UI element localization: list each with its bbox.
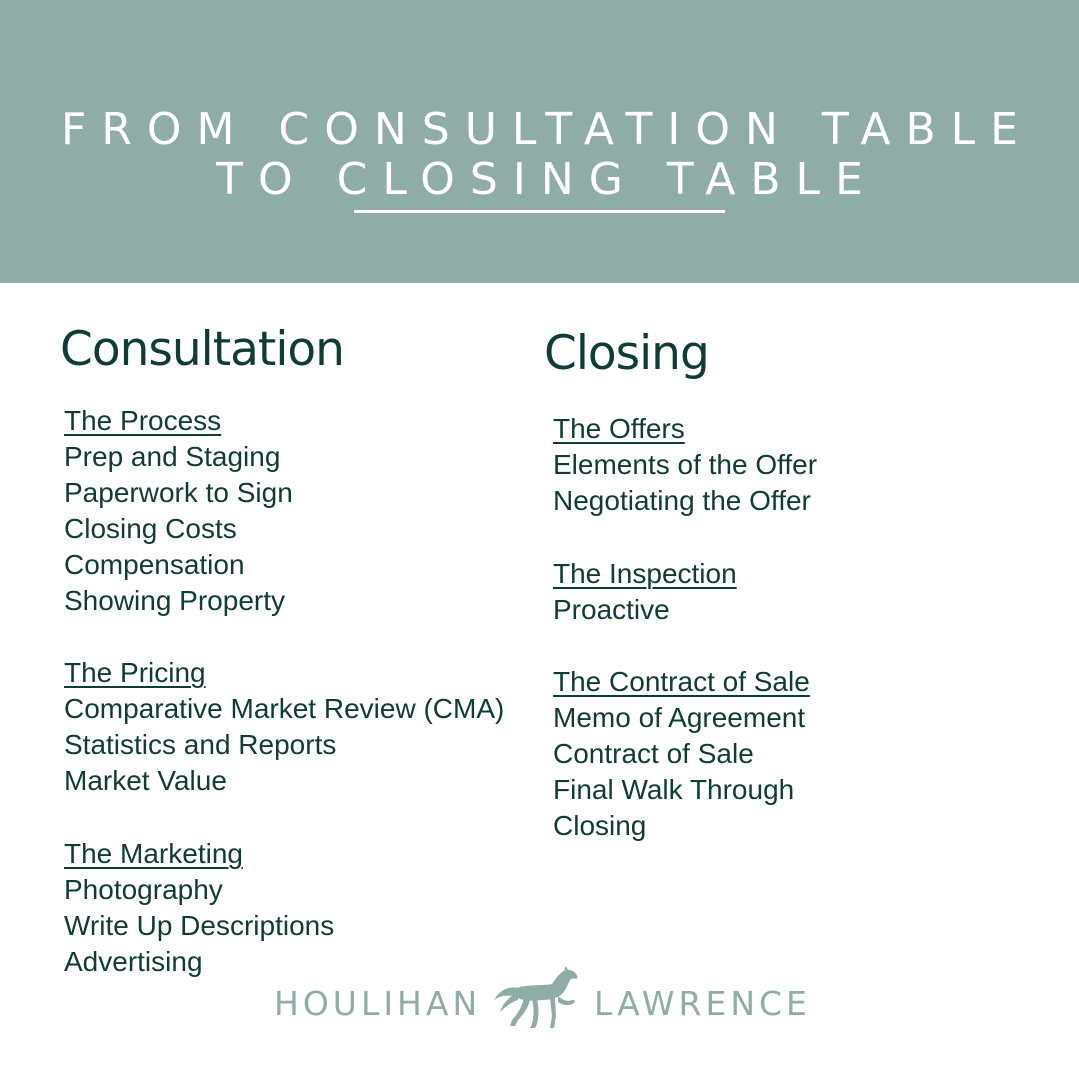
- closing-section-contract: [553, 664, 810, 844]
- list-item: Elements of the Offer: [553, 449, 818, 480]
- header-title-line-1: FROM CONSULTATION TABLE: [61, 104, 1033, 155]
- consultation-section-process: [64, 403, 293, 619]
- list-item: Prep and Staging: [64, 441, 281, 472]
- section-heading: The Process: [64, 405, 222, 436]
- list-item: Paperwork to Sign: [64, 477, 293, 508]
- list-item: Write Up Descriptions: [64, 910, 335, 941]
- section-heading: The Inspection: [553, 558, 737, 589]
- section-heading: The Pricing: [64, 657, 206, 688]
- closing-title: Closing: [544, 326, 709, 381]
- consultation-title: Consultation: [60, 322, 344, 377]
- list-item: Closing: [553, 810, 647, 841]
- section-heading: The Contract of Sale: [553, 666, 810, 697]
- list-item: Advertising: [64, 946, 203, 977]
- consultation-section-marketing: [64, 836, 334, 980]
- brand-name-right: LAWRENCE: [594, 984, 811, 1023]
- horse-logo-icon: [488, 966, 584, 1030]
- brand-name-left: HOULIHAN: [274, 984, 482, 1023]
- section-heading: The Offers: [553, 413, 685, 444]
- list-item: Market Value: [64, 765, 227, 796]
- list-item: Memo of Agreement: [553, 702, 806, 733]
- consultation-section-pricing: [64, 655, 504, 799]
- header-title-line-2: TO CLOSING TABLE: [216, 154, 878, 205]
- closing-section-offers: [553, 411, 817, 519]
- section-heading: The Marketing: [64, 838, 243, 869]
- brand-footer: [0, 966, 1079, 1036]
- list-item: Final Walk Through: [553, 774, 795, 805]
- list-item: Negotiating the Offer: [553, 485, 811, 516]
- closing-section-inspection: [553, 556, 737, 628]
- list-item: Statistics and Reports: [64, 729, 337, 760]
- list-item: Contract of Sale: [553, 738, 754, 769]
- list-item: Photography: [64, 874, 223, 905]
- list-item: Compensation: [64, 549, 245, 580]
- list-item: Showing Property: [64, 585, 286, 616]
- header-underline: [354, 210, 725, 213]
- list-item: Comparative Market Review (CMA): [64, 693, 505, 724]
- header-banner: [0, 0, 1079, 283]
- list-item: Proactive: [553, 594, 670, 625]
- list-item: Closing Costs: [64, 513, 237, 544]
